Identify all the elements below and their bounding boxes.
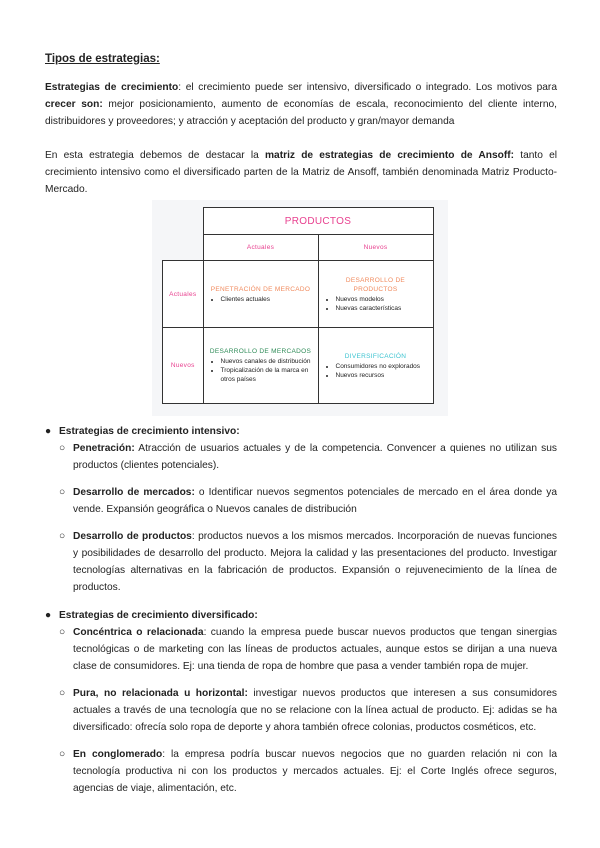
list-item: • Nuevos canales de distribución — [221, 357, 313, 366]
list-item — [59, 685, 557, 736]
text: : la empresa podría buscar nuevos negocios que no guarden relación ni con la tecnología productiva ni con los productos y mercados actuales. Ej: el Corte Inglés ofrece seguros, agencias de viaje, alimentación, etc. — [73, 749, 557, 794]
list-item — [59, 440, 557, 474]
cell-title: DESARROLLO DE MERCADOS — [209, 348, 312, 355]
bold-term: matriz de estrategias de crecimiento de Ansoff: — [265, 150, 515, 161]
bullet-icon: ● — [45, 610, 52, 621]
paragraph-ansoff — [45, 147, 557, 198]
list-item — [59, 528, 557, 596]
bold-term: Desarrollo de mercados: — [73, 487, 195, 498]
bold-term: Penetración: — [73, 443, 135, 454]
cell-title: PENETRACIÓN DE MERCADO — [210, 285, 311, 293]
section-heading: Estrategias de crecimiento intensivo: — [59, 426, 240, 437]
list-item: • Nuevos modelos — [336, 295, 428, 304]
page-title: Tipos de estrategias: — [45, 53, 160, 65]
bold-term: Pura, no relacionada u horizontal: — [73, 688, 248, 699]
bold-term: En conglomerado — [73, 749, 163, 760]
row-nuevos: Nuevos — [163, 328, 204, 404]
text: mejor posicionamiento, aumento de economías de escala, reconocimiento del cliente interno, distribuidores y proveedores; y atracción y aceptación del producto y gran/mayor demanda — [45, 99, 557, 127]
section-heading: Estrategias de crecimiento diversificado: — [59, 610, 258, 621]
col-actuales: Actuales — [203, 235, 318, 261]
circle-bullet-icon: ○ — [59, 627, 66, 638]
list-item — [59, 624, 557, 675]
circle-bullet-icon: ○ — [59, 688, 66, 699]
ansoff-matrix-image — [152, 200, 448, 416]
bold-term: Estrategias de crecimiento — [45, 82, 179, 93]
circle-bullet-icon: ○ — [59, 443, 66, 454]
text: En esta estrategia debemos de destacar la — [45, 150, 265, 161]
list-item: • Tropicalización de la marca en otros países — [221, 366, 313, 384]
list-item — [59, 746, 557, 797]
cell-title: DIVERSIFICACIÓN — [344, 352, 407, 360]
text: investigar nuevos productos que interesen a sus consumidores actuales a través de una tecnología que no se relacione con la línea actual de producto. Ej: adidas se ha diversificado: ofrecía solo ropa de deporte y ahora también ofrece colonias, productos cosméticos, etc. — [73, 688, 557, 733]
list-item — [59, 484, 557, 518]
text: Atracción de usuarios actuales y de la competencia. Convencer a quienes no utilizan sus productos (clientes potenciales). — [73, 443, 557, 471]
row-actuales: Actuales — [163, 261, 204, 328]
bullet-icon: ● — [45, 426, 52, 437]
ansoff-matrix — [162, 207, 434, 404]
list-item: • Clientes actuales — [221, 295, 313, 304]
bold-term: Desarrollo de productos — [73, 531, 192, 542]
cell-desarrollo-productos — [318, 261, 433, 328]
list-item: • Consumidores no explorados — [336, 362, 428, 371]
circle-bullet-icon: ○ — [59, 487, 66, 498]
list-item: • Nuevos recursos — [336, 371, 428, 380]
bold-term: Concéntrica o relacionada — [73, 627, 204, 638]
matrix-header: PRODUCTOS — [203, 208, 433, 235]
text: tanto el crecimiento intensivo como el diversificado parten de la Matriz de Ansoff, también denominada Matriz Producto-Mercado. — [45, 150, 558, 195]
bold-term: crecer son: — [45, 99, 103, 110]
list-item: • Nuevas características — [336, 304, 428, 313]
circle-bullet-icon: ○ — [59, 531, 66, 542]
text: : productos nuevos a los mismos mercados. Incorporación de nuevas funciones y posibilidades de desarrollo del producto. Mejora la calidad y las presentaciones del producto. Investigar tecnologías alternativas en la fabricación de productos. Expansión o rejuvenecimiento de la línea de productos. — [73, 531, 557, 593]
cell-penetracion — [203, 261, 318, 328]
col-nuevos: Nuevos — [318, 235, 433, 261]
cell-title: DESARROLLO DE PRODUCTOS — [345, 276, 406, 293]
circle-bullet-icon: ○ — [59, 749, 66, 760]
text: o Identificar nuevos segmentos potenciales de mercado en el área donde ya vende. Expansión geográfica o Nuevos canales de distribución — [73, 487, 558, 515]
paragraph-growth — [45, 79, 557, 130]
text: : cuando la empresa puede buscar nuevos productos que tengan sinergias tecnológicas o de marketing con las líneas de productos actuales, aunque estos se dirijan a una nueva clase de consumidores. Ej: una tienda de ropa de hombre que pasa a vender también ropa de mujer. — [73, 627, 557, 672]
cell-diversificacion — [318, 328, 433, 404]
cell-desarrollo-mercados — [203, 328, 318, 404]
text: : el crecimiento puede ser intensivo, diversificado o integrado. Los motivos para — [178, 82, 557, 93]
